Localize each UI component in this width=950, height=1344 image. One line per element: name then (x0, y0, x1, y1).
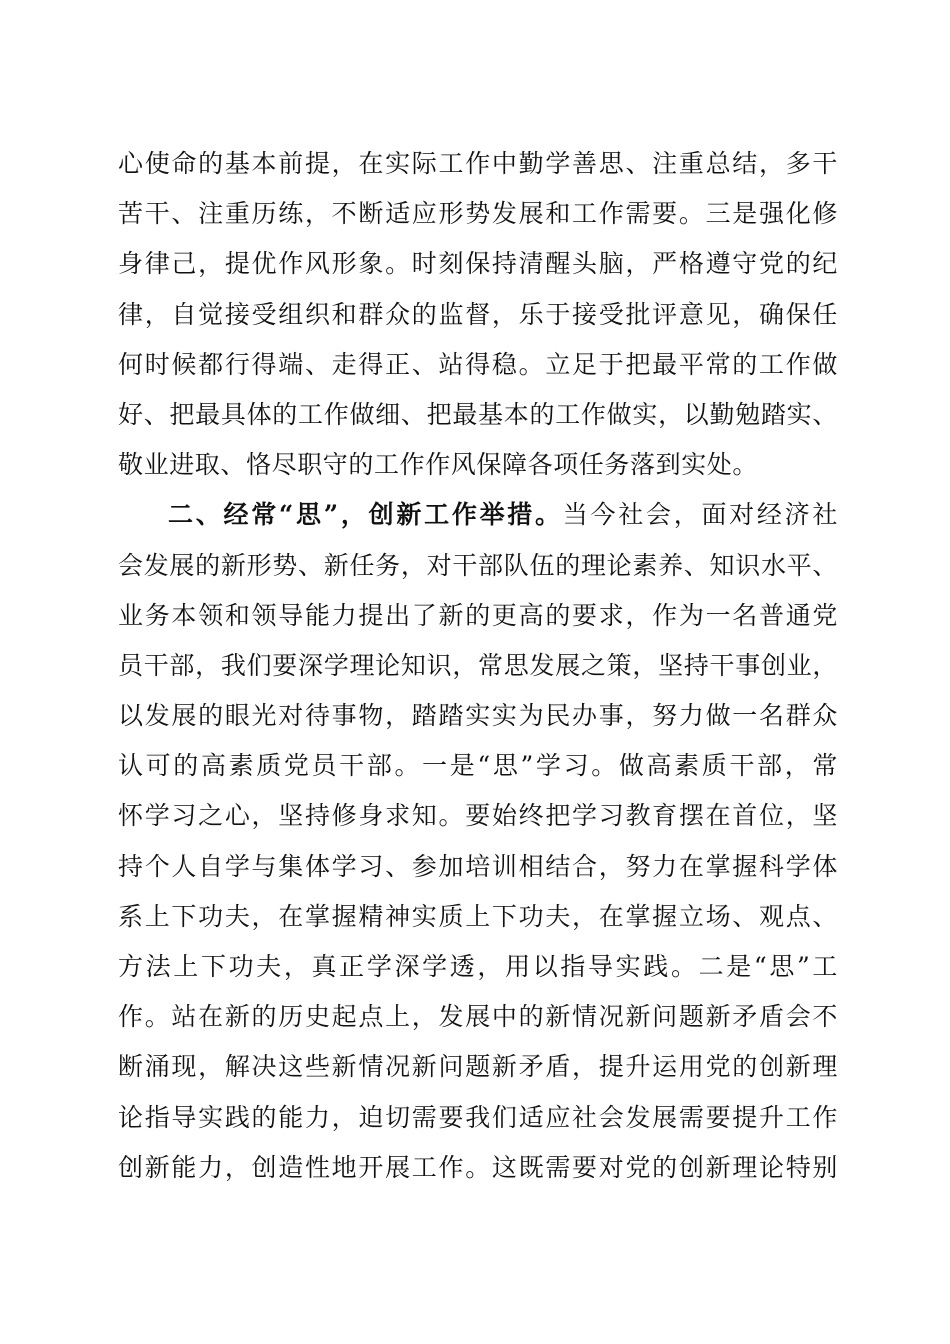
text-line: 论指导实践的能力，迫切需要我们适应社会发展需要提升工作 (118, 1102, 838, 1132)
document-body (118, 139, 838, 1193)
text-line: 持个人自学与集体学习、参加培训相结合，努力在掌握科学体 (118, 851, 838, 881)
text-line: 业务本领和领导能力提出了新的更高的要求，作为一名普通党 (118, 600, 838, 630)
text-line: 断涌现，解决这些新情况新问题新矛盾，提升运用党的创新理 (118, 1052, 838, 1082)
text-line: 苦干、注重历练，不断适应形势发展和工作需要。三是强化修 (118, 199, 838, 229)
text-line: 怀学习之心，坚持修身求知。要始终把学习教育摆在首位，坚 (118, 801, 838, 831)
text-line: 创新能力，创造性地开展工作。这既需要对党的创新理论特别 (118, 1152, 838, 1182)
section-first-line (118, 490, 838, 540)
text-line: 方法上下功夫，真正学深学透，用以指导实践。二是“思”工 (118, 952, 838, 981)
text-line: 身律己，提优作风形象。时刻保持清醒头脑，严格遵守党的纪 (118, 249, 838, 279)
text-line: 员干部，我们要深学理论知识，常思发展之策，坚持干事创业， (118, 650, 838, 680)
text-line: 敬业进取、恪尽职守的工作作风保障各项任务落到实处。 (118, 450, 759, 480)
text-line: 作。站在新的历史起点上，发展中的新情况新问题新矛盾会不 (118, 1002, 838, 1032)
text-line: 心使命的基本前提，在实际工作中勤学善思、注重总结，多干 (118, 149, 838, 178)
section-heading-continuation: 当今社会，面对经济社 (562, 500, 838, 530)
text-line: 何时候都行得端、走得正、站得稳。立足于把最平常的工作做 (118, 349, 838, 379)
text-line: 会发展的新形势、新任务，对干部队伍的理论素养、知识水平、 (118, 550, 838, 580)
text-line: 认可的高素质党员干部。一是“思”学习。做高素质干部，常 (118, 751, 838, 781)
text-line: 律，自觉接受组织和群众的监督，乐于接受批评意见，确保任 (118, 299, 838, 329)
text-line: 好、把最具体的工作做细、把最基本的工作做实，以勤勉踏实、 (118, 399, 838, 429)
text-line: 系上下功夫，在掌握精神实质上下功夫，在掌握立场、观点、 (118, 901, 838, 931)
text-line: 以发展的眼光对待事物，踏踏实实为民办事，努力做一名群众 (118, 701, 838, 731)
section-heading: 二、经常“思”，创新工作举措。 (168, 500, 563, 530)
